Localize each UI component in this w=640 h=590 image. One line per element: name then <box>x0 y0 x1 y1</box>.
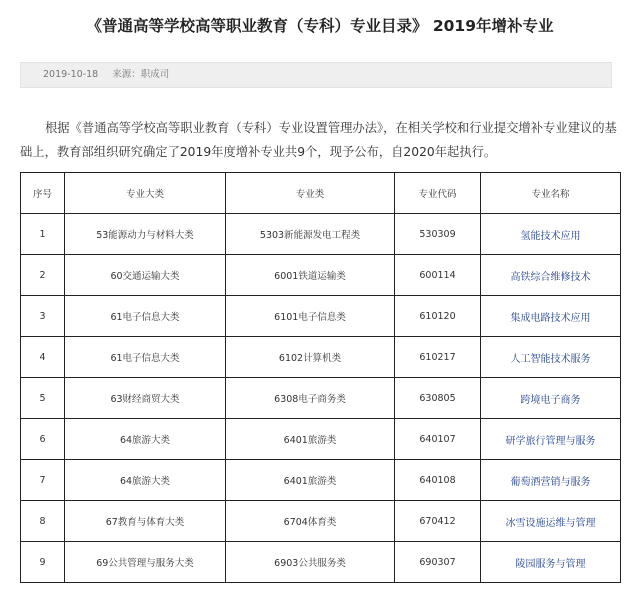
cell-code: 630805 <box>395 378 481 419</box>
page-title: 《普通高等学校高等职业教育（专科）专业目录》 2019年增补专业 <box>86 17 554 35</box>
cell-index: 6 <box>21 419 65 460</box>
header-code: 专业代码 <box>395 173 481 214</box>
table-row <box>21 419 621 460</box>
cell-major-name: 集成电路技术应用 <box>481 296 621 337</box>
cell-code: 670412 <box>395 501 481 542</box>
cell-index: 2 <box>21 255 65 296</box>
cell-major-name: 冰雪设施运维与管理 <box>481 501 621 542</box>
cell-subcategory: 6903公共服务类 <box>226 542 395 583</box>
majors-table <box>20 172 621 583</box>
cell-code: 600114 <box>395 255 481 296</box>
cell-subcategory: 6401旅游类 <box>226 419 395 460</box>
table-row <box>21 378 621 419</box>
cell-code: 640108 <box>395 460 481 501</box>
cell-index: 7 <box>21 460 65 501</box>
cell-subcategory: 6102计算机类 <box>226 337 395 378</box>
table-row <box>21 337 621 378</box>
cell-category: 63财经商贸大类 <box>65 378 226 419</box>
cell-code: 610120 <box>395 296 481 337</box>
cell-category: 53能源动力与材料大类 <box>65 214 226 255</box>
cell-subcategory: 5303新能源发电工程类 <box>226 214 395 255</box>
cell-subcategory: 6001铁道运输类 <box>226 255 395 296</box>
cell-index: 5 <box>21 378 65 419</box>
cell-major-name: 陵园服务与管理 <box>481 542 621 583</box>
cell-major-name: 跨境电子商务 <box>481 378 621 419</box>
cell-index: 3 <box>21 296 65 337</box>
table-row <box>21 255 621 296</box>
cell-major-name: 高铁综合维修技术 <box>481 255 621 296</box>
cell-code: 640107 <box>395 419 481 460</box>
cell-category: 61电子信息大类 <box>65 296 226 337</box>
cell-category: 67教育与体育大类 <box>65 501 226 542</box>
header-category: 专业大类 <box>65 173 226 214</box>
cell-major-name: 葡萄酒营销与服务 <box>481 460 621 501</box>
cell-subcategory: 6101电子信息类 <box>226 296 395 337</box>
cell-index: 1 <box>21 214 65 255</box>
cell-subcategory: 6704体育类 <box>226 501 395 542</box>
cell-category: 69公共管理与服务大类 <box>65 542 226 583</box>
cell-index: 9 <box>21 542 65 583</box>
cell-major-name: 人工智能技术服务 <box>481 337 621 378</box>
cell-code: 530309 <box>395 214 481 255</box>
table-row <box>21 501 621 542</box>
publish-date: 2019-10-18 <box>43 69 99 80</box>
cell-category: 60交通运输大类 <box>65 255 226 296</box>
cell-code: 690307 <box>395 542 481 583</box>
cell-category: 64旅游大类 <box>65 460 226 501</box>
cell-code: 610217 <box>395 337 481 378</box>
table-row <box>21 460 621 501</box>
cell-index: 8 <box>21 501 65 542</box>
table-row <box>21 214 621 255</box>
source-label: 来源：职成司 <box>112 69 170 80</box>
header-major-name: 专业名称 <box>481 173 621 214</box>
cell-index: 4 <box>21 337 65 378</box>
header-subcategory: 专业类 <box>226 173 395 214</box>
header-index: 序号 <box>21 173 65 214</box>
meta-bar <box>20 62 612 88</box>
cell-major-name: 研学旅行管理与服务 <box>481 419 621 460</box>
cell-category: 64旅游大类 <box>65 419 226 460</box>
table-row <box>21 542 621 583</box>
cell-category: 61电子信息大类 <box>65 337 226 378</box>
table-header-row <box>21 173 621 214</box>
cell-subcategory: 6308电子商务类 <box>226 378 395 419</box>
cell-subcategory: 6401旅游类 <box>226 460 395 501</box>
table-row <box>21 296 621 337</box>
intro-paragraph: 根据《普通高等学校高等职业教育（专科）专业设置管理办法》，在相关学校和行业提交增补专业建议的基础上，教育部组织研究确定了2019年度增补专业共9个，现予公布，自2020年起执行。 <box>20 121 617 159</box>
cell-major-name: 氢能技术应用 <box>481 214 621 255</box>
